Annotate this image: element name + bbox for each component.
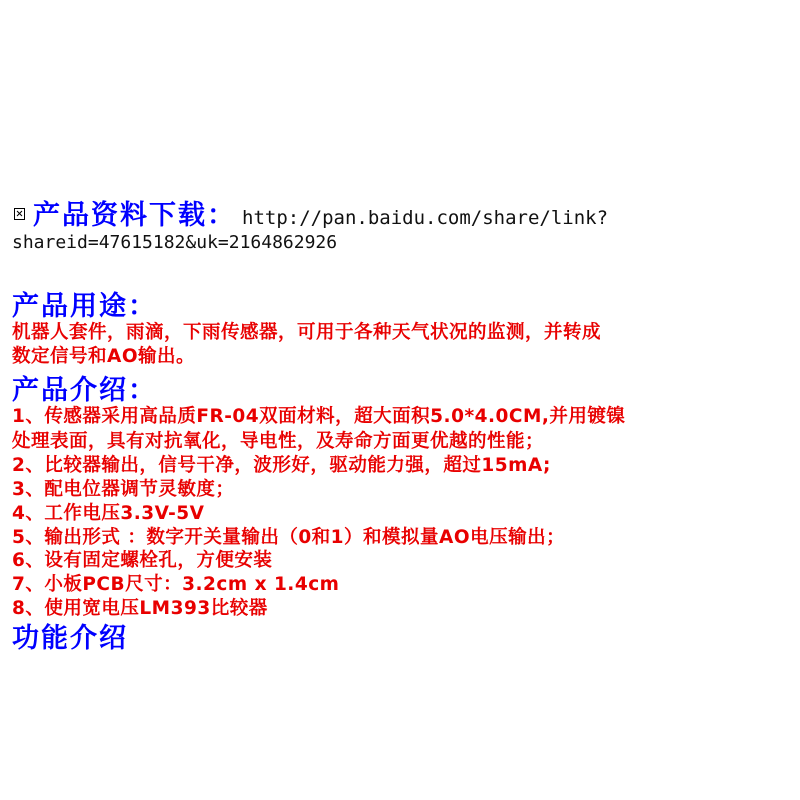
download-link-continued[interactable]: shareid=47615182&uk=2164862926 — [12, 232, 338, 253]
intro-line-8: 7、小板PCB尺寸：3.2cm x 1.4cm — [12, 574, 340, 595]
function-heading-cut — [12, 612, 128, 654]
broken-image-icon — [14, 208, 25, 220]
usage-line-1: 机器人套件，雨滴，下雨传感器，可用于各种天气状况的监测，并转成 — [12, 322, 602, 343]
download-label: 产品资料下载： — [33, 200, 236, 231]
usage-heading: 产品用途： — [12, 291, 157, 322]
download-line — [14, 193, 608, 232]
download-link[interactable]: http://pan.baidu.com/share/link? — [242, 207, 609, 229]
intro-line-5: 4、工作电压3.3V-5V — [12, 503, 205, 524]
intro-heading: 产品介绍： — [12, 375, 157, 406]
function-heading: 功能介绍 — [12, 623, 128, 654]
usage-line-2: 数定信号和AO输出。 — [12, 346, 196, 367]
intro-line-3: 2、比较器输出，信号干净，波形好，驱动能力强，超过15mA; — [12, 455, 551, 476]
intro-line-7: 6、设有固定螺栓孔，方便安装 — [12, 550, 273, 571]
intro-line-6: 5、输出形式 ：数字开关量输出（0和1）和模拟量AO电压输出； — [12, 527, 566, 548]
intro-line-9: 8、使用宽电压LM393比较器 — [12, 598, 268, 619]
intro-line-4: 3、配电位器调节灵敏度； — [12, 479, 235, 500]
intro-line-2: 处理表面，具有对抗氧化，导电性，及寿命方面更优越的性能； — [12, 431, 545, 452]
intro-line-1: 1、传感器采用高品质FR-04双面材料，超大面积5.0*4.0CM,并用镀镍 — [12, 406, 626, 427]
